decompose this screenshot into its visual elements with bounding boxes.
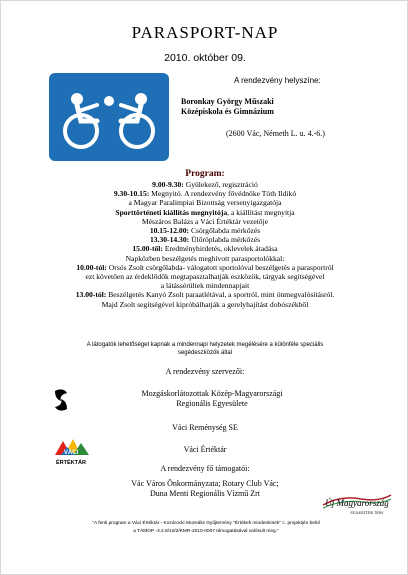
- organizer-1-line1: Mozgáskorlátozottak Közép-Magyarországi: [141, 389, 283, 398]
- organizer-1-line2: Regionális Egyesülete: [176, 399, 248, 408]
- program-section: [1, 169, 408, 309]
- visitor-note-line1: A látogatók lehetőséget kapnak a mindennapi helyzetek megélésére a különféle speciális: [86, 342, 324, 348]
- event-date: 2010. október 09.: [164, 52, 246, 64]
- visitor-note-line2: segédeszközök által: [177, 350, 233, 356]
- organizer-logo-icon: [49, 387, 73, 413]
- venue-name: [181, 97, 331, 117]
- organizer-1: [117, 389, 307, 409]
- program-line: Sporttörténeti kiállítás megnyitója, a kiállítást megnyitja: [115, 207, 295, 217]
- program-line: Majd Zsolt segítségével kipróbálhatják a gerelyhajítást dobószékből: [101, 299, 309, 309]
- svg-text:ÉRTÉKTÁR: ÉRTÉKTÁR: [56, 460, 86, 466]
- program-line: 9.00-9.30: Gyülekező, regisztráció: [152, 180, 258, 189]
- program-line: 15.00-től: Eredményhirdetés, oklevelek átadása: [132, 244, 278, 254]
- venue-name-line2: Középiskola és Gimnázium: [181, 107, 274, 116]
- venue-label: A rendezvény helyszíne:: [234, 76, 321, 85]
- sponsors-label: A rendezvény fő támogatói:: [160, 464, 250, 473]
- program-line: 10.15-12.00: Csörgőlabda mérkőzés: [149, 226, 261, 236]
- page-title: PARASPORT-NAP: [131, 23, 279, 42]
- program-line: 13.30-14.30: Ülőröplabda mérkőzés: [149, 235, 261, 245]
- program-line: 10.00-tól: Orsós Zsolt csörgőlabda- válogatott sportolóval beszélgetés a parasportról: [76, 262, 334, 272]
- organizer-3: Váci Értéktár: [183, 445, 227, 454]
- sponsors-line2: Duna Menti Regionális Vízmű Zrt: [149, 489, 261, 498]
- footer-line2: a TÁMOP -3.2.8/10/2/KMR-2010-0007 támogatásával valósult meg.": [133, 529, 279, 534]
- program-line: ezt követően az érdeklődők megtapasztalhatják eszközök, tárgyak segítségével: [85, 272, 325, 282]
- svg-text:FEJLESZTÉSI TERV: FEJLESZTÉSI TERV: [350, 511, 384, 515]
- venue-address: (2600 Vác, Németh L. u. 4.-6.): [226, 129, 325, 138]
- svg-text:Új Magyarország: Új Magyarország: [325, 498, 389, 508]
- organizers-label: A rendezvény szervezői:: [165, 367, 245, 376]
- program-line: Napközben beszélgetés meghívott parasportolókkal:: [125, 253, 285, 263]
- program-line: Mészáros Balázs a Váci Értéktár vezetője: [141, 216, 269, 226]
- program-line: a Magyar Paralimpiai Bizottság versenyigazgatója: [128, 198, 282, 208]
- footer-note: [41, 520, 371, 536]
- uj-magyarorszag-logo-icon: [321, 489, 393, 517]
- visitor-note: [31, 341, 379, 357]
- parasport-logo-icon: [47, 71, 171, 163]
- program-line: a látássérültek mindennapjait: [160, 281, 250, 291]
- sponsors-line1: Vác Város Önkormányzata; Rotary Club Vác;: [131, 479, 279, 488]
- program-line: 13.00-tól: Beszélgetés Kanyó Zsolt paraatlétával, a sportról, mint önmegvalósításról.: [75, 290, 335, 300]
- organizer-2: Váci Reménység SE: [172, 423, 238, 432]
- footer-line1: "A fenti program a Váci Értéktár - Kozárocki Muzeális Gyűjtemény "Értékek mindenkinek" c. projektjén belül: [92, 521, 320, 526]
- program-title: Program:: [185, 169, 225, 179]
- svg-text:VÁCI: VÁCI: [63, 450, 79, 456]
- venue-name-line1: Boronkay György Műszaki: [181, 97, 274, 106]
- program-line: 9.30-10.15: Megnyitó. A rendezvény fővédnöke Tóth Ildikó: [113, 189, 297, 199]
